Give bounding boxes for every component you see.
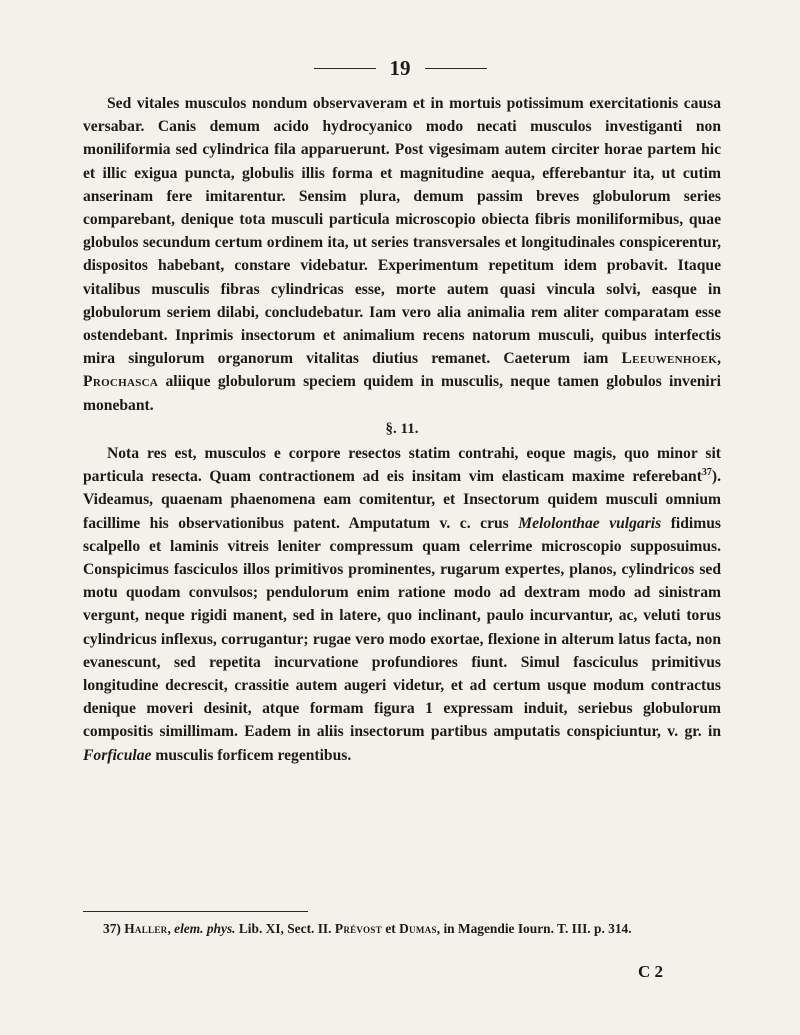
paragraph-1-text-b: aliique globulorum speciem quidem in musculis, neque tamen globulos inveniri monebant. [83, 373, 721, 414]
page-number: 19 [389, 56, 411, 80]
footnote-text-c: Lib. XI, Sect. II. [235, 921, 335, 936]
footnote-author-prevost: Prévost [334, 921, 382, 936]
paragraph-2-text-d: musculis forficem regentibus. [151, 746, 352, 764]
footnote-paragraph [83, 919, 723, 939]
section-heading: §. 11. [385, 420, 419, 437]
footnote-separator: , [167, 921, 175, 936]
header-rule-right [425, 68, 487, 69]
footnote-text-d: et [381, 921, 400, 936]
footnote-rule [83, 911, 308, 912]
footnote-number: 37) [103, 921, 125, 936]
signature-mark: C 2 [638, 962, 664, 981]
footnote-work-title: elem. phys. [174, 921, 236, 936]
author-leeuwenhoek: Leeuwenhoek [621, 350, 718, 368]
paragraph-2-text-b: ). Videamus, quaenam phaenomena eam comitentur, et Insectorum quidem musculi omnium facillime his observationibus patent. Amputatum v. c. crus [83, 468, 721, 532]
header-rule-left [314, 68, 376, 69]
paragraph-1 [83, 92, 721, 417]
paragraph-1-text-a: Sed vitales musculos nondum observaveram et in mortuis potissimum exercitationis causa versabar. Canis demum acido hydrocyanico modo necati musculos investiganti non moniliformia sed cylindrica fila apparuerunt. Post vigesimam autem circiter horae partem hic et illic exigua puncta, globulis illis forma et magnitudine aequa, efferebantur ita, ut cutim anserinam fere imitarentur. Sensim plura, demum passim breves globulorum series comparebant, denique tota musculi particula microscopio obiecta fibris moniliformibus, quae globulos secundum certum ordinem ita, ut series transversales et longitudinales conspicerentur, dispositos habebant, constare videbatur. Experimentum repetitum idem probavit. Itaque vitalibus musculis fibras cylindricas esse, morte autem quasi vincula solvi, easque in globulorum seriem dilabi, concludebatur. Iam vero alia animalia rem aliter comparatam esse ostendebant. Inprimis insectorum et animalium recens natorum musculi, quibus interfectis mira singulorum organorum vitalitas diutius remanet. Caeterum iam [83, 95, 721, 368]
footnote-text-e: , in Magendie Iourn. T. III. p. 314. [436, 921, 632, 936]
footnote-author-dumas: Dumas [399, 921, 437, 936]
separator: , [717, 350, 721, 368]
paragraph-2 [83, 442, 721, 767]
footnote-author-haller: Haller [124, 921, 168, 936]
species-name: Melolonthae vulgaris [518, 514, 662, 532]
paragraph-2-text-a: Nota res est, musculos e corpore resectos statim contrahi, eoque magis, quo minor sit particula resecta. Quam contractionem ad eis insitam vim elasticam maxime referebant [83, 445, 721, 486]
footnote-reference: 37 [701, 467, 712, 479]
body-text [83, 92, 721, 767]
page-header [0, 56, 800, 81]
genus-name: Forficulae [83, 746, 152, 764]
footnote [83, 919, 723, 939]
author-prochasca: Prochasca [83, 373, 159, 391]
paragraph-2-text-c: fidimus scalpello et laminis vitreis leniter compressum quam celerrime microscopio supposuimus. Conspicimus fasciculos illos primitivos prominentes, rugarum expertes, planos, cylindricos sed motu quodam convulsos; pendulorum enim ratione modo ad dextram modo ad sinistram vergunt, neque rigidi manent, sed in latere, quo inclinant, paulo incurvantur, ac, veluti torus cylindricus inflexus, corrugantur; rugae vero modo exortae, flexione in alterum latus facta, non evanescunt, sed repetita incurvatione profundiores fiunt. Simul fasciculus primitivus longitudine decrescit, crassitie autem augeri videtur, et ad certum usque modum contractus denique moveri desinit, atque formam figura 1 expressam induit, seriebus globulorum compositis simillimam. Eadem in aliis insectorum partibus amputatis conspiciuntur, v. gr. in [83, 514, 721, 741]
